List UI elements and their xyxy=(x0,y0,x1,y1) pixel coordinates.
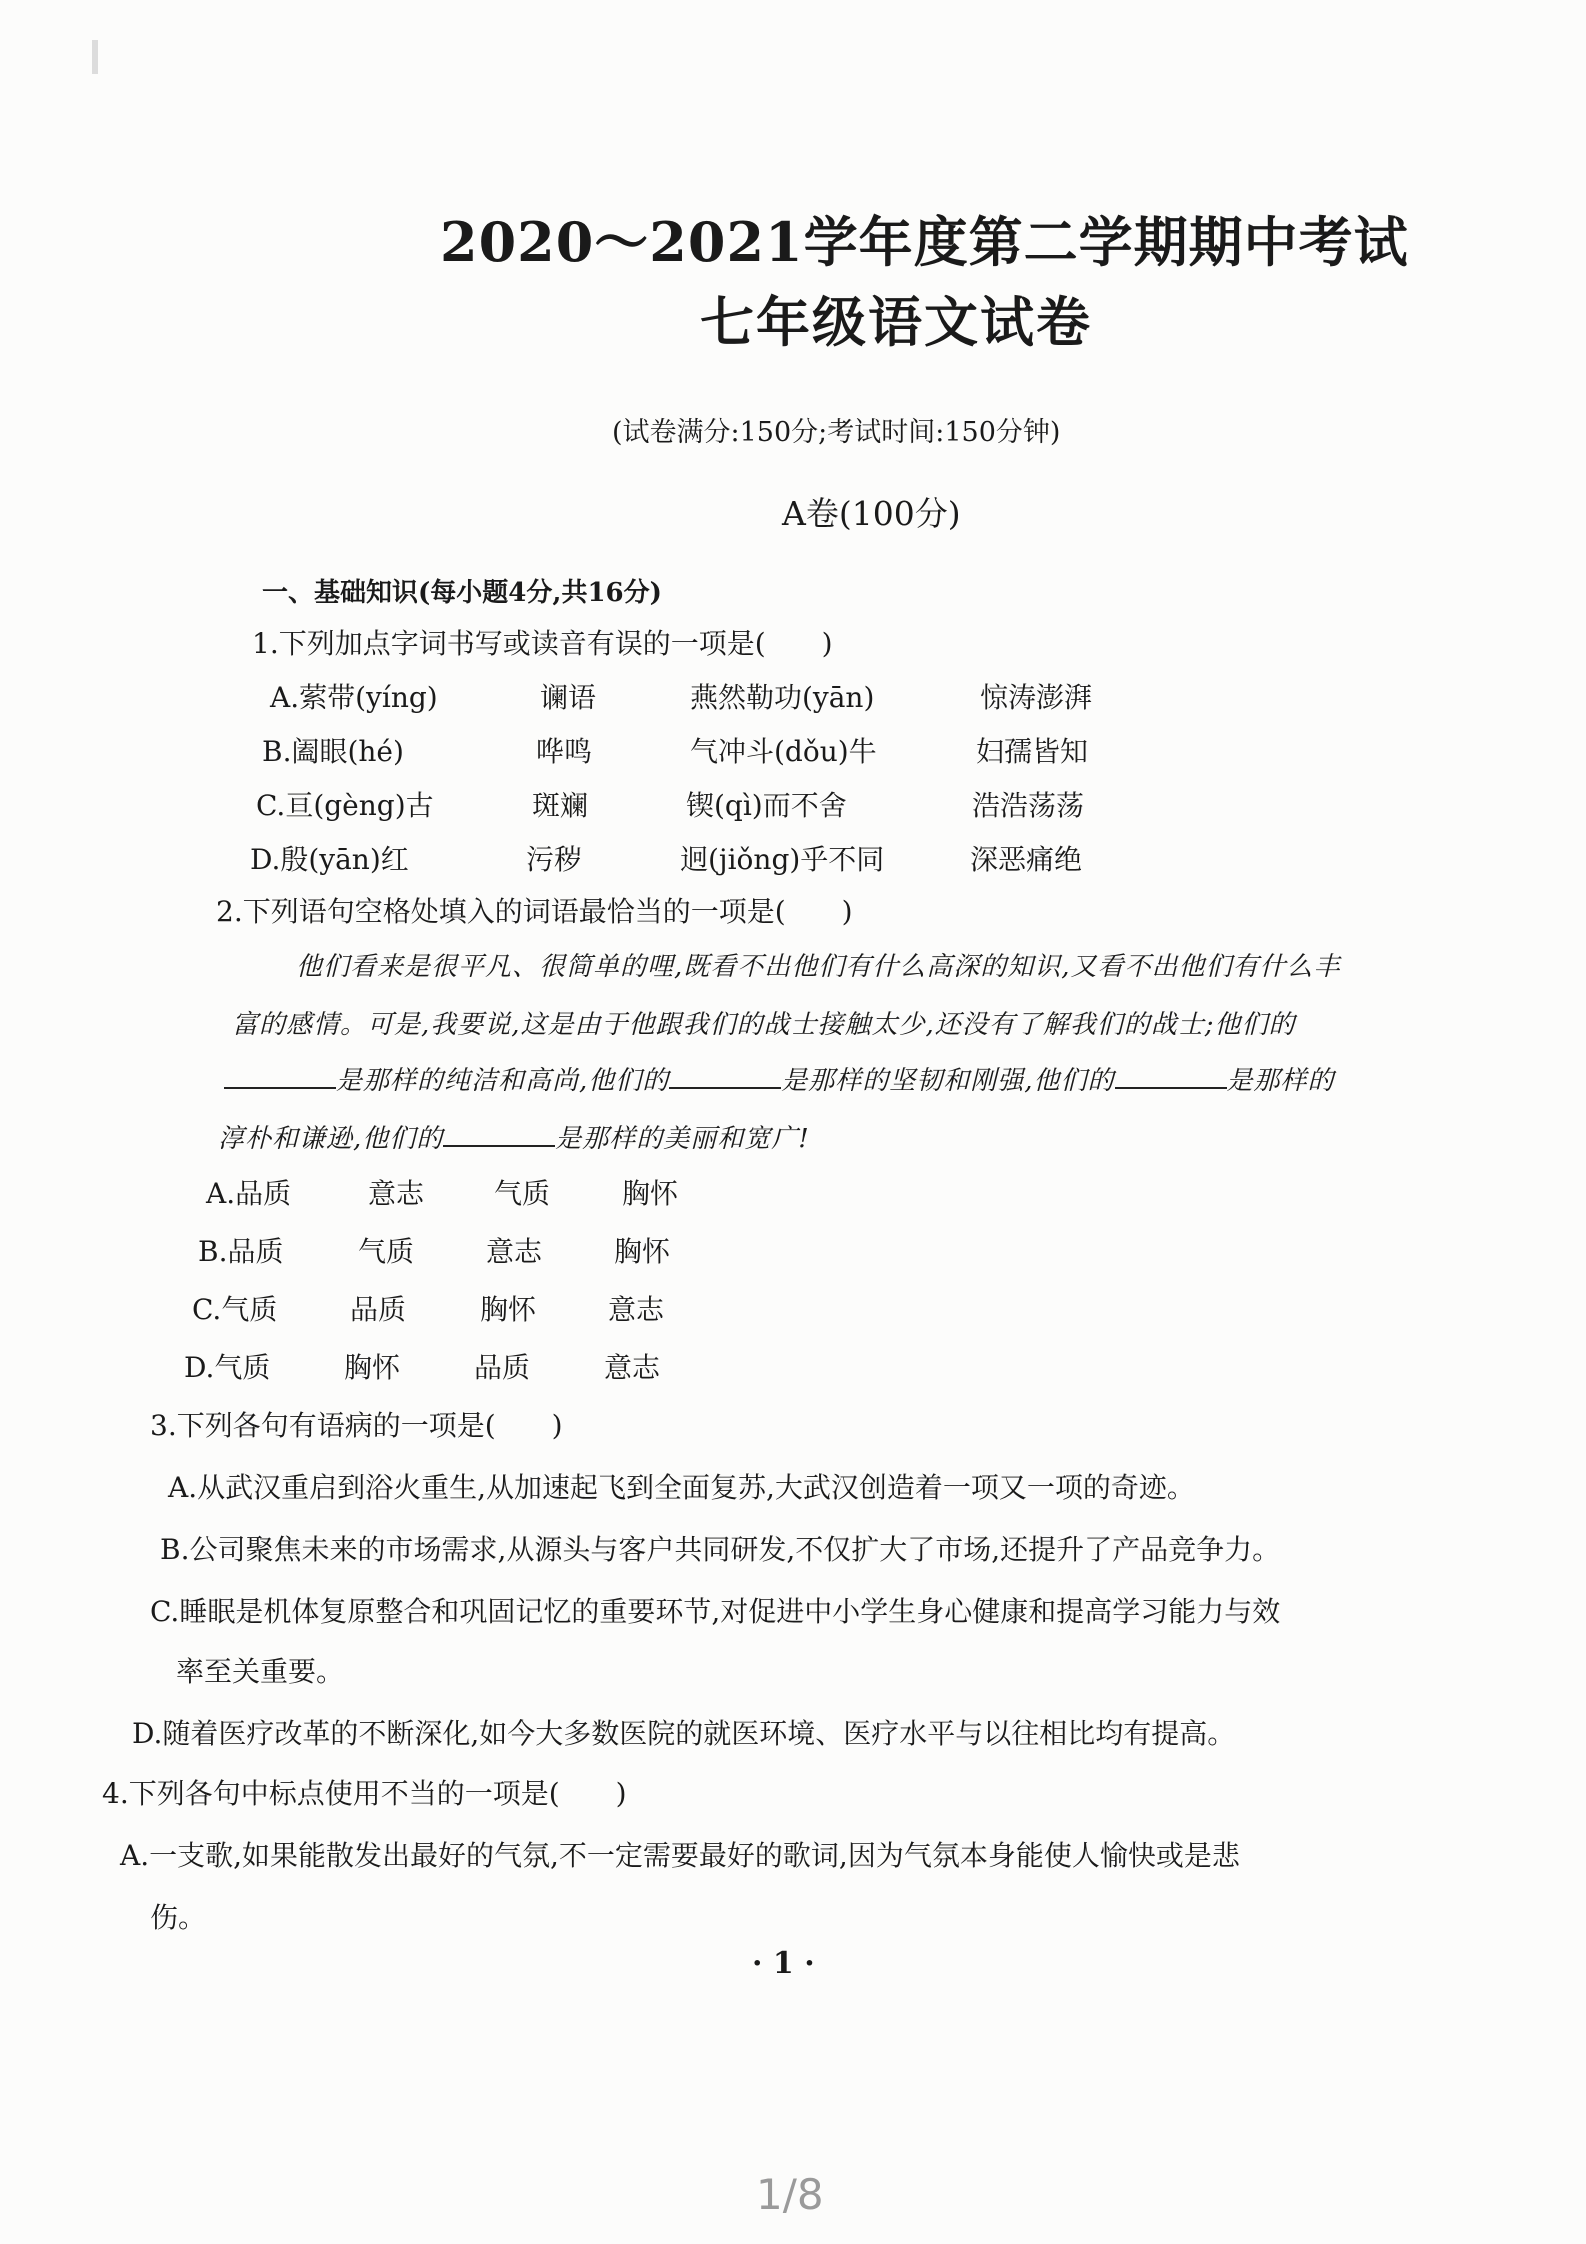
q2-b-label: B.品质 xyxy=(198,1235,284,1268)
exam-title-line2: 七年级语文试卷 xyxy=(700,290,1092,354)
q2-a-c2: 意志 xyxy=(368,1177,425,1210)
q2-a-c3: 气质 xyxy=(494,1177,551,1210)
q2-passage-line4-a: 淳朴和谦逊,他们的 xyxy=(218,1124,444,1154)
q1-a-c2: 谰语 xyxy=(540,681,597,714)
q2-c-c3: 胸怀 xyxy=(480,1293,537,1326)
volume-label: A卷(100分) xyxy=(782,494,961,533)
q2-d-c3: 品质 xyxy=(474,1351,531,1384)
q2-a-c4: 胸怀 xyxy=(622,1177,679,1210)
q3-option-c-line1: C.睡眠是机体复原整合和巩固记忆的重要环节,对促进中小学生身心健康和提高学习能力与效 xyxy=(150,1595,1281,1628)
exam-title-line1: 2020～2021学年度第二学期期中考试 xyxy=(440,210,1409,274)
question-4-stem: 4.下列各句中标点使用不当的一项是( ) xyxy=(102,1777,627,1810)
question-2-stem: 2.下列语句空格处填入的词语最恰当的一项是( ) xyxy=(216,895,853,928)
q2-passage-line3-b: 是那样的坚韧和刚强,他们的 xyxy=(781,1066,1115,1096)
q1-a-c3: 燕然勒功(yān) xyxy=(690,681,875,714)
question-1-stem: 1.下列加点字词书写或读音有误的一项是( ) xyxy=(252,627,833,660)
q2-d-c2: 胸怀 xyxy=(344,1351,401,1384)
q3-option-a: A.从武汉重启到浴火重生,从加速起飞到全面复苏,大武汉创造着一项又一项的奇迹。 xyxy=(168,1471,1195,1504)
q3-option-c-line2: 率至关重要。 xyxy=(176,1655,345,1688)
blank-1 xyxy=(224,1067,336,1089)
q2-passage-line3-a: 是那样的纯洁和高尚,他们的 xyxy=(336,1066,670,1096)
q1-d-c3: 迥(jiǒng)乎不同 xyxy=(680,843,885,876)
q1-c-c3: 锲(qì)而不舍 xyxy=(686,789,847,822)
question-3-stem: 3.下列各句有语病的一项是( ) xyxy=(150,1409,563,1442)
q2-passage-line4-b: 是那样的美丽和宽广! xyxy=(555,1124,810,1154)
q1-a-label: A.萦带(yíng) xyxy=(270,681,438,714)
exam-info: (试卷满分:150分;考试时间:150分钟) xyxy=(612,417,1061,448)
q1-c-c4: 浩浩荡荡 xyxy=(972,789,1085,822)
q2-c-c2: 品质 xyxy=(350,1293,407,1326)
q1-d-c2: 污秽 xyxy=(526,843,583,876)
q2-d-label: D.气质 xyxy=(184,1351,271,1384)
q4-option-a-line1: A.一支歌,如果能散发出最好的气氛,不一定需要最好的歌词,因为气氛本身能使人愉快或是悲 xyxy=(120,1839,1240,1872)
q2-c-c4: 意志 xyxy=(608,1293,665,1326)
q1-c-c2: 斑斓 xyxy=(532,789,589,822)
section-heading: 一、基础知识(每小题4分,共16分) xyxy=(262,578,662,608)
q2-passage-line2: 富的感情。可是,我要说,这是由于他跟我们的战士接触太少,还没有了解我们的战士;他们的 xyxy=(232,1010,1296,1040)
scan-edge-mark xyxy=(92,40,98,74)
q1-b-c4: 妇孺皆知 xyxy=(976,735,1089,768)
q2-passage-line1: 他们看来是很平凡、很简单的哩,既看不出他们有什么高深的知识,又看不出他们有什么丰 xyxy=(296,952,1341,982)
q1-c-label: C.亘(gèng)古 xyxy=(256,789,434,822)
page-number: · 1 · xyxy=(752,1946,815,1981)
blank-2 xyxy=(669,1067,781,1089)
q4-option-a-line2: 伤。 xyxy=(150,1901,207,1934)
q2-d-c4: 意志 xyxy=(604,1351,661,1384)
q2-b-c2: 气质 xyxy=(358,1235,415,1268)
q1-b-c2: 哗鸣 xyxy=(536,735,593,768)
blank-4 xyxy=(443,1125,555,1147)
q2-a-label: A.品质 xyxy=(206,1177,292,1210)
q2-b-c3: 意志 xyxy=(486,1235,543,1268)
blank-3 xyxy=(1115,1067,1227,1089)
q3-option-d: D.随着医疗改革的不断深化,如今大多数医院的就医环境、医疗水平与以往相比均有提高。 xyxy=(132,1717,1236,1750)
page-indicator: 1/8 xyxy=(756,2170,824,2219)
q2-c-label: C.气质 xyxy=(192,1293,278,1326)
q2-passage-line4 xyxy=(218,1118,810,1155)
q1-d-c4: 深恶痛绝 xyxy=(970,843,1083,876)
q1-b-label: B.阖眼(hé) xyxy=(262,735,404,768)
q1-b-c3: 气冲斗(dǒu)牛 xyxy=(690,735,877,768)
q1-d-label: D.殷(yān)红 xyxy=(250,843,409,876)
q2-passage-line3-c: 是那样的 xyxy=(1226,1066,1335,1096)
q2-b-c4: 胸怀 xyxy=(614,1235,671,1268)
q2-passage-line3 xyxy=(224,1060,1335,1097)
q3-option-b: B.公司聚焦未来的市场需求,从源头与客户共同研发,不仅扩大了市场,还提升了产品竞争力。 xyxy=(160,1533,1281,1566)
q1-a-c4: 惊涛澎湃 xyxy=(980,681,1093,714)
